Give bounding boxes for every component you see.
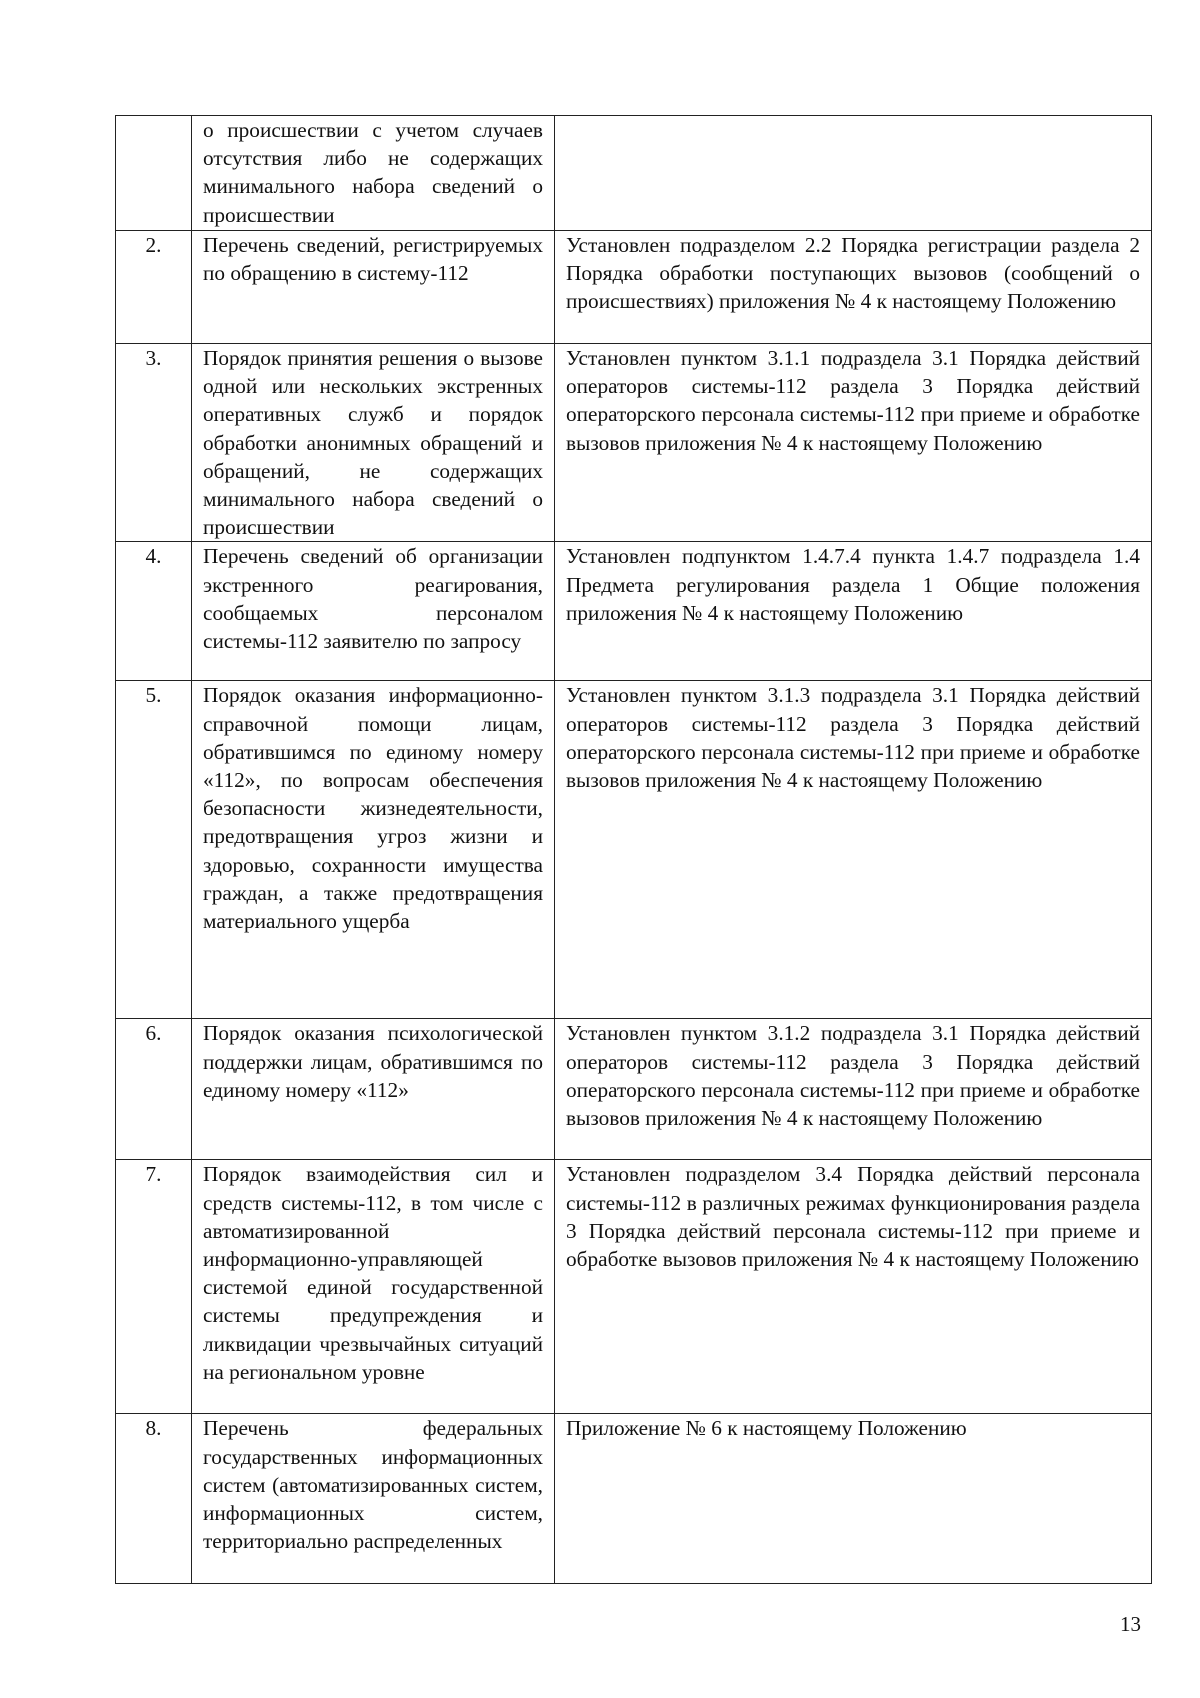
table-row <box>116 1160 1152 1414</box>
table-row <box>116 681 1152 1019</box>
row-subject: Порядок оказания психологической поддержки лицам, обратившимся по единому номеру «112» <box>192 1019 555 1160</box>
row-source: Установлен подразделом 3.4 Порядка действий персонала системы-112 в различных режимах функционирования раздела 3 Порядка действий персонала системы-112 при приеме и обработке вызовов приложения № 4 к настоящему Положению <box>555 1160 1152 1414</box>
row-source: Установлен пунктом 3.1.2 подраздела 3.1 Порядка действий операторов системы-112 раздела 3 Порядка действий операторского персонала системы-112 при приеме и обработке вызовов приложения № 4 к настоящему Положению <box>555 1019 1152 1160</box>
row-subject: Перечень сведений об организации экстренного реагирования, сообщаемых персоналом системы-112 заявителю по запросу <box>192 542 555 681</box>
table-row <box>116 344 1152 542</box>
row-number: 5. <box>116 681 192 1019</box>
row-source: Установлен пунктом 3.1.3 подраздела 3.1 Порядка действий операторов системы-112 раздела 3 Порядка действий операторского персонала системы-112 при приеме и обработке вызовов приложения № 4 к настоящему Положению <box>555 681 1152 1019</box>
row-source: Установлен подпунктом 1.4.7.4 пункта 1.4.7 подраздела 1.4 Предмета регулирования раздела 1 Общие положения приложения № 4 к настоящему Положению <box>555 542 1152 681</box>
row-source: Установлен пунктом 3.1.1 подраздела 3.1 Порядка действий операторов системы-112 раздела 3 Порядка действий операторского персонала системы-112 при приеме и обработке вызовов приложения № 4 к настоящему Положению <box>555 344 1152 542</box>
table-row <box>116 1414 1152 1584</box>
row-number <box>116 116 192 231</box>
row-subject: Перечень сведений, регистрируемых по обращению в систему-112 <box>192 231 555 344</box>
regulation-table <box>115 115 1152 1584</box>
row-subject: Перечень федеральных государственных информационных систем (автоматизированных систем, информационных систем, территориально распределенных <box>192 1414 555 1584</box>
row-number: 8. <box>116 1414 192 1584</box>
row-subject: Порядок принятия решения о вызове одной или нескольких экстренных оперативных служб и порядок обработки анонимных обращений и обращений, не содержащих минимального набора сведений о происшествии <box>192 344 555 542</box>
page-number: 13 <box>1120 1612 1141 1636</box>
row-source <box>555 116 1152 231</box>
row-subject: Порядок оказания информационно-справочной помощи лицам, обратившимся по единому номеру «112», по вопросам обеспечения безопасности жизнедеятельности, предотвращения угроз жизни и здоровью, сохранности имущества граждан, а также предотвращения материального ущерба <box>192 681 555 1019</box>
table-row <box>116 231 1152 344</box>
row-number: 6. <box>116 1019 192 1160</box>
row-number: 3. <box>116 344 192 542</box>
row-subject: о происшествии с учетом случаев отсутствия либо не содержащих минимального набора сведений о происшествии <box>192 116 555 231</box>
table-row <box>116 1019 1152 1160</box>
table-row <box>116 542 1152 681</box>
row-number: 7. <box>116 1160 192 1414</box>
row-number: 2. <box>116 231 192 344</box>
row-subject: Порядок взаимодействия сил и средств системы-112, в том числе с автоматизированной информационно-управляющей системой единой государственной системы предупреждения и ликвидации чрезвычайных ситуаций на региональном уровне <box>192 1160 555 1414</box>
row-source: Приложение № 6 к настоящему Положению <box>555 1414 1152 1584</box>
table-row <box>116 116 1152 231</box>
row-number: 4. <box>116 542 192 681</box>
row-source: Установлен подразделом 2.2 Порядка регистрации раздела 2 Порядка обработки поступающих вызовов (сообщений о происшествиях) приложения № 4 к настоящему Положению <box>555 231 1152 344</box>
